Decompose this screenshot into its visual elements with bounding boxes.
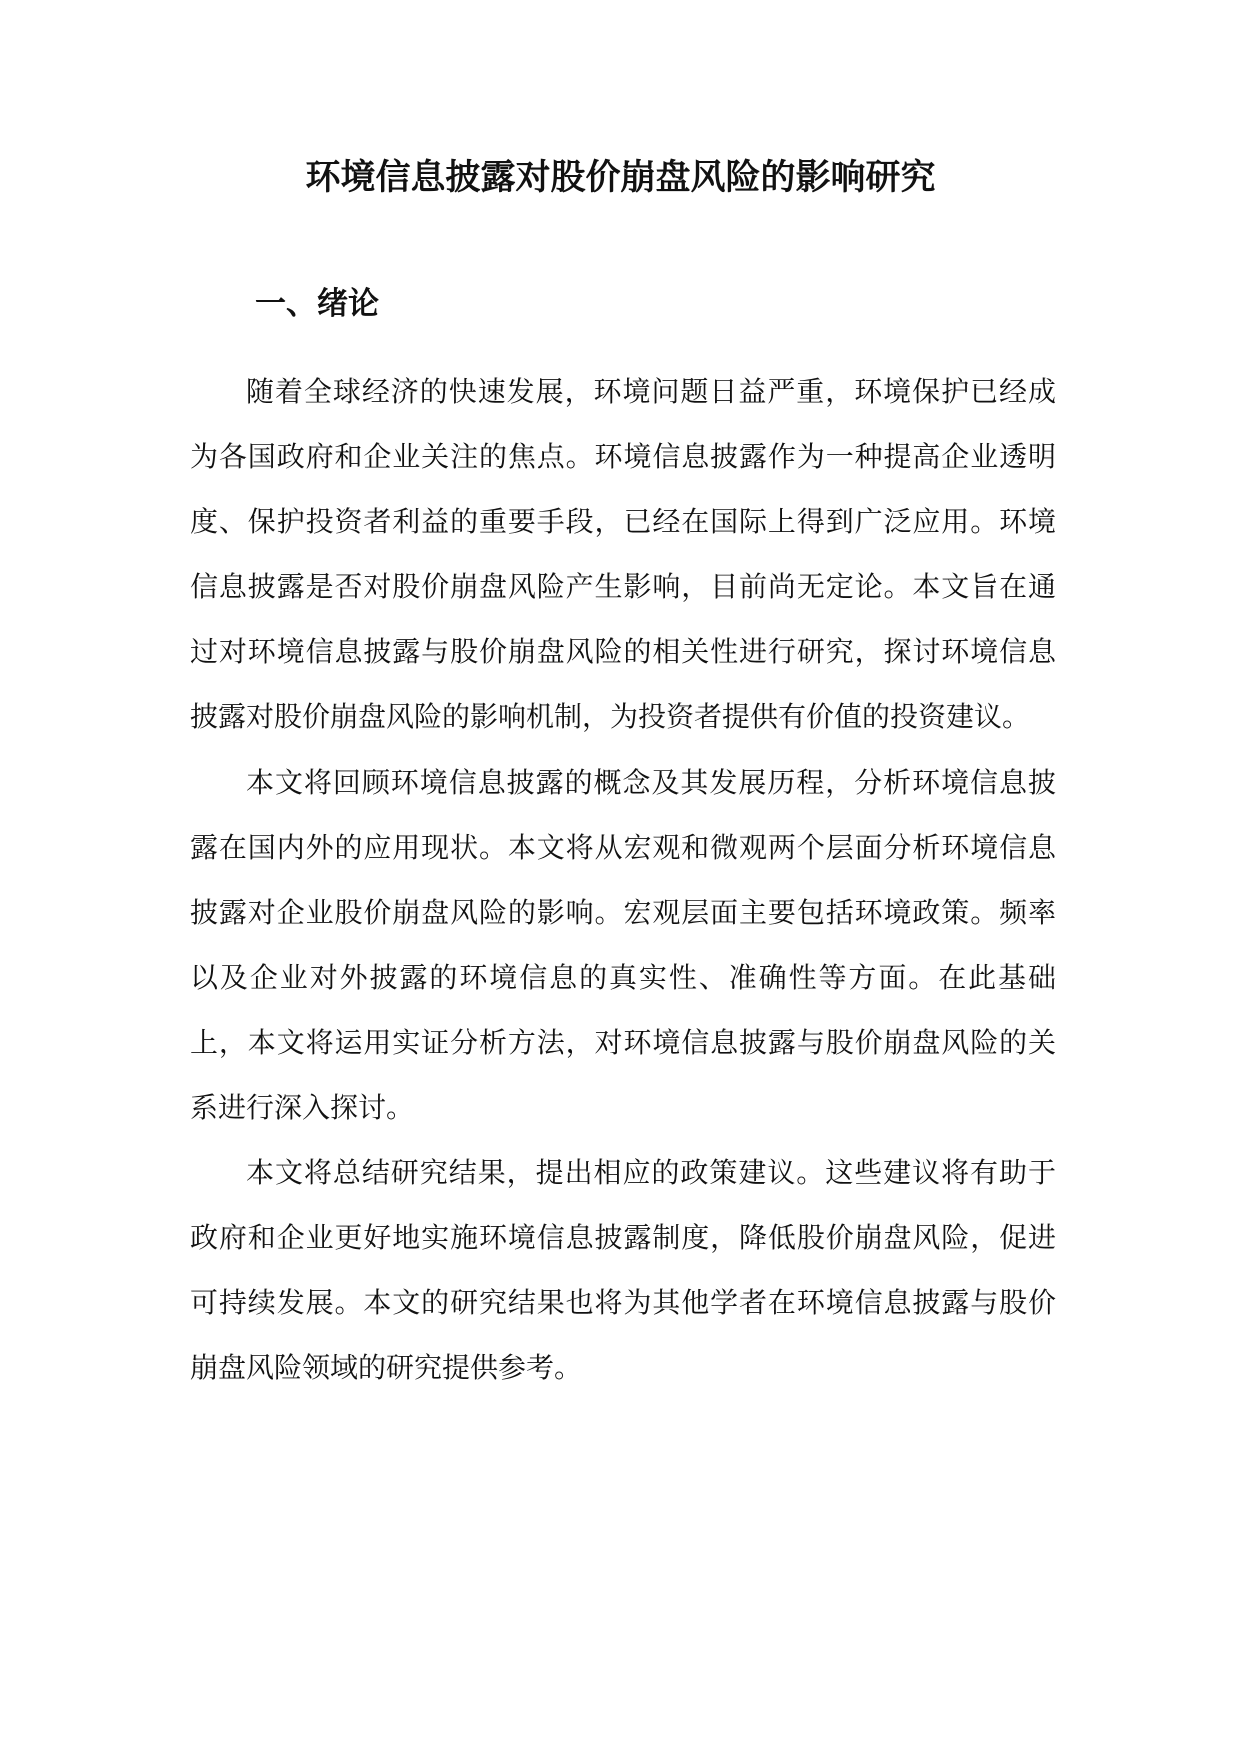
paragraph: 随着全球经济的快速发展，环境问题日益严重，环境保护已经成为各国政府和企业关注的焦点。环境信息披露作为一种提高企业透明度、保护投资者利益的重要手段，已经在国际上得到广泛应用。环境信息披露是否对股价崩盘风险产生影响，目前尚无定论。本文旨在通过对环境信息披露与股价崩盘风险的相关性进行研究，探讨环境信息披露对股价崩盘风险的影响机制，为投资者提供有价值的投资建议。 bbox=[190, 375, 1056, 734]
section-heading: 一、绪论 bbox=[255, 286, 379, 322]
paragraph: 本文将回顾环境信息披露的概念及其发展历程，分析环境信息披露在国内外的应用现状。本文将从宏观和微观两个层面分析环境信息披露对企业股价崩盘风险的影响。宏观层面主要包括环境政策。频率以及企业对外披露的环境信息的真实性、准确性等方面。在此基础上，本文将运用实证分析方法，对环境信息披露与股价崩盘风险的关系进行深入探讨。 bbox=[190, 765, 1056, 1125]
document-body bbox=[190, 359, 1056, 1401]
document-title: 环境信息披露对股价崩盘风险的影响研究 bbox=[305, 157, 936, 198]
paragraph: 本文将总结研究结果，提出相应的政策建议。这些建议将有助于政府和企业更好地实施环境信息披露制度，降低股价崩盘风险，促进可持续发展。本文的研究结果也将为其他学者在环境信息披露与股价崩盘风险领域的研究提供参考。 bbox=[190, 1156, 1056, 1385]
